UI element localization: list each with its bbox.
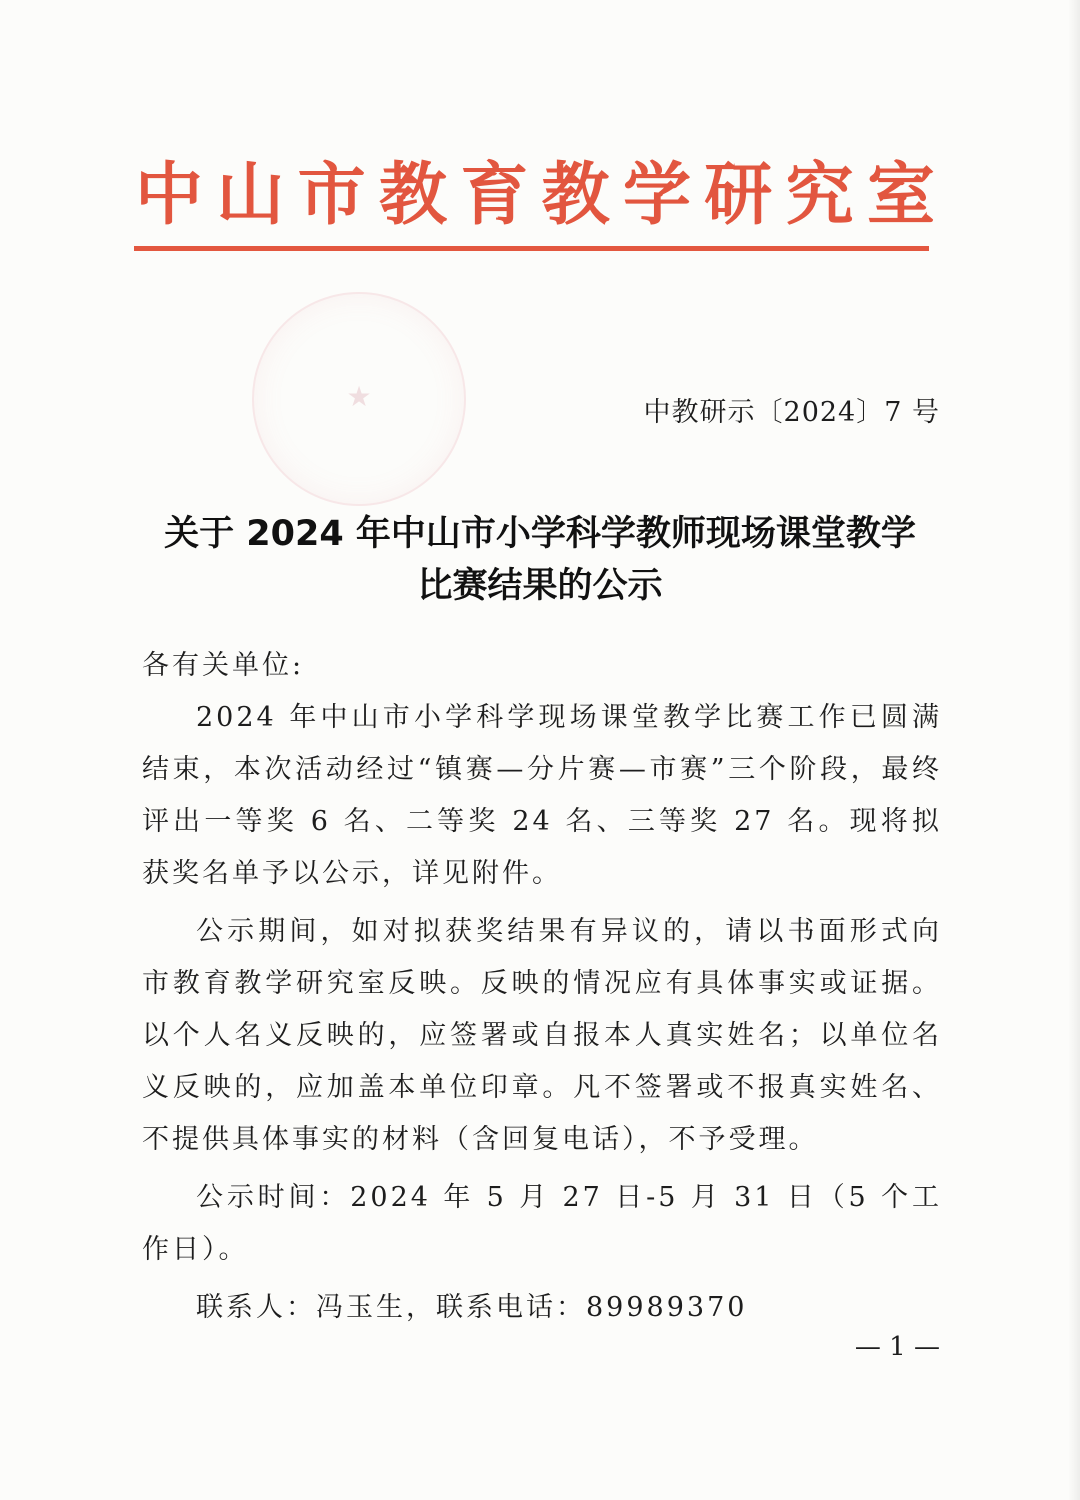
document-title-line-1: 关于 2024 年中山市小学科学教师现场课堂教学 [164, 514, 916, 554]
letterhead-char: 究 [785, 155, 854, 235]
letterhead-char: 山 [216, 155, 285, 235]
document-body [142, 640, 942, 1334]
paragraph-contact: 联系人：冯玉生，联系电话：89989370 [196, 1292, 748, 1323]
letterhead-organization [135, 150, 935, 240]
paragraph-result-summary: 2024 年中山市小学科学现场课堂教学比赛工作已圆满结束，本次活动经过“镇赛—分片赛—市赛”三个阶段，最终评出一等奖 6 名、二等奖 24 名、三等奖 27 名。现将拟获奖名单予以公示，详见附件。 [142, 702, 942, 889]
faint-official-seal [252, 292, 466, 506]
letterhead-char: 学 [622, 155, 691, 235]
document-number: 中教研示〔2024〕7 号 [643, 397, 940, 428]
paragraph-objection-procedure: 公示期间，如对拟获奖结果有异议的，请以书面形式向市教育教学研究室反映。反映的情况应有具体事实或证据。以个人名义反映的，应签署或自报本人真实姓名；以单位名义反映的，应加盖本单位印章。凡不签署或不报真实姓名、不提供具体事实的材料（含回复电话），不予受理。 [142, 916, 942, 1155]
letterhead-char: 育 [460, 155, 529, 235]
letterhead-char: 市 [297, 155, 366, 235]
document-title [140, 508, 940, 612]
letterhead-red-rule [134, 246, 929, 251]
letterhead-char: 教 [378, 155, 447, 235]
letterhead-char: 教 [541, 155, 610, 235]
letterhead-char: 中 [135, 155, 204, 235]
letterhead-char: 室 [866, 155, 935, 235]
paragraph-publicity-period: 公示时间：2024 年 5 月 27 日-5 月 31 日（5 个工作日）。 [142, 1182, 942, 1265]
document-title-line-2: 比赛结果的公示 [417, 566, 663, 606]
scan-edge-shadow [1068, 0, 1080, 1500]
salutation: 各有关单位: [142, 650, 305, 681]
page-number: — 1 — [854, 1332, 940, 1362]
letterhead-char: 研 [704, 155, 773, 235]
seal-star-icon: ★ [346, 380, 372, 413]
